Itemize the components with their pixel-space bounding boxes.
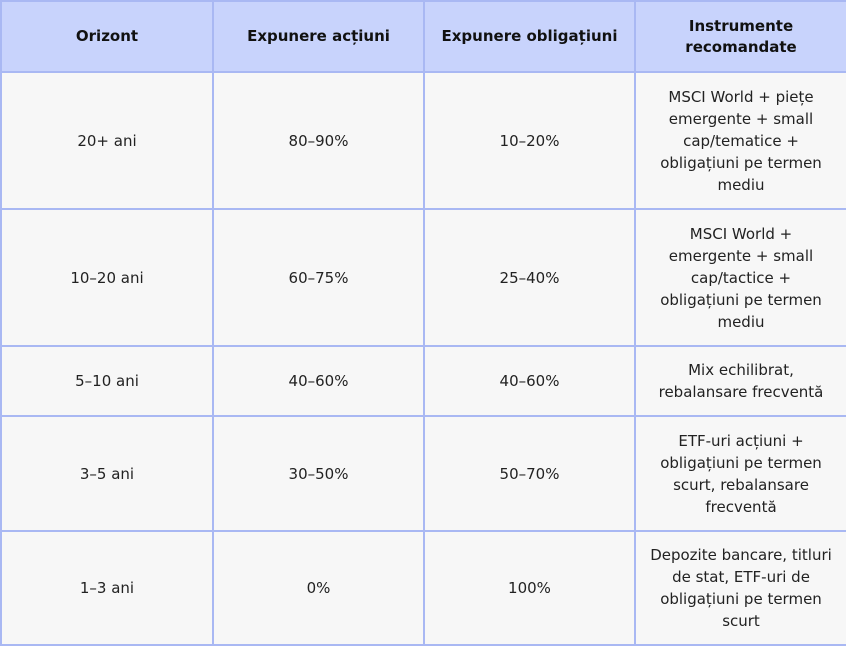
cell-actiuni: 60–75% [213,209,424,346]
cell-orizont: 20+ ani [1,72,213,209]
cell-orizont: 1–3 ani [1,531,213,645]
table-row [1,346,846,416]
header-expunere-obligatiuni: Expunere obligațiuni [424,1,635,72]
cell-instrumente: MSCI World + piețe emergente + small cap/tematice + obligațiuni pe termen mediu [635,72,846,209]
table-row [1,209,846,346]
cell-actiuni: 30–50% [213,416,424,531]
cell-instrumente: Mix echilibrat, rebalansare frecventă [635,346,846,416]
cell-obligatiuni: 10–20% [424,72,635,209]
cell-actiuni: 80–90% [213,72,424,209]
table-row [1,531,846,645]
cell-actiuni: 0% [213,531,424,645]
cell-actiuni: 40–60% [213,346,424,416]
header-expunere-actiuni: Expunere acțiuni [213,1,424,72]
table-row [1,416,846,531]
header-orizont: Orizont [1,1,213,72]
cell-obligatiuni: 100% [424,531,635,645]
cell-instrumente: Depozite bancare, titluri de stat, ETF-uri de obligațiuni pe termen scurt [635,531,846,645]
cell-obligatiuni: 40–60% [424,346,635,416]
cell-orizont: 3–5 ani [1,416,213,531]
cell-obligatiuni: 50–70% [424,416,635,531]
cell-obligatiuni: 25–40% [424,209,635,346]
cell-instrumente: ETF-uri acțiuni + obligațiuni pe termen scurt, rebalansare frecventă [635,416,846,531]
cell-instrumente: MSCI World + emergente + small cap/tactice + obligațiuni pe termen mediu [635,209,846,346]
cell-orizont: 5–10 ani [1,346,213,416]
header-instrumente-recomandate: Instrumente recomandate [635,1,846,72]
cell-orizont: 10–20 ani [1,209,213,346]
table-header-row [1,1,846,72]
table-row [1,72,846,209]
